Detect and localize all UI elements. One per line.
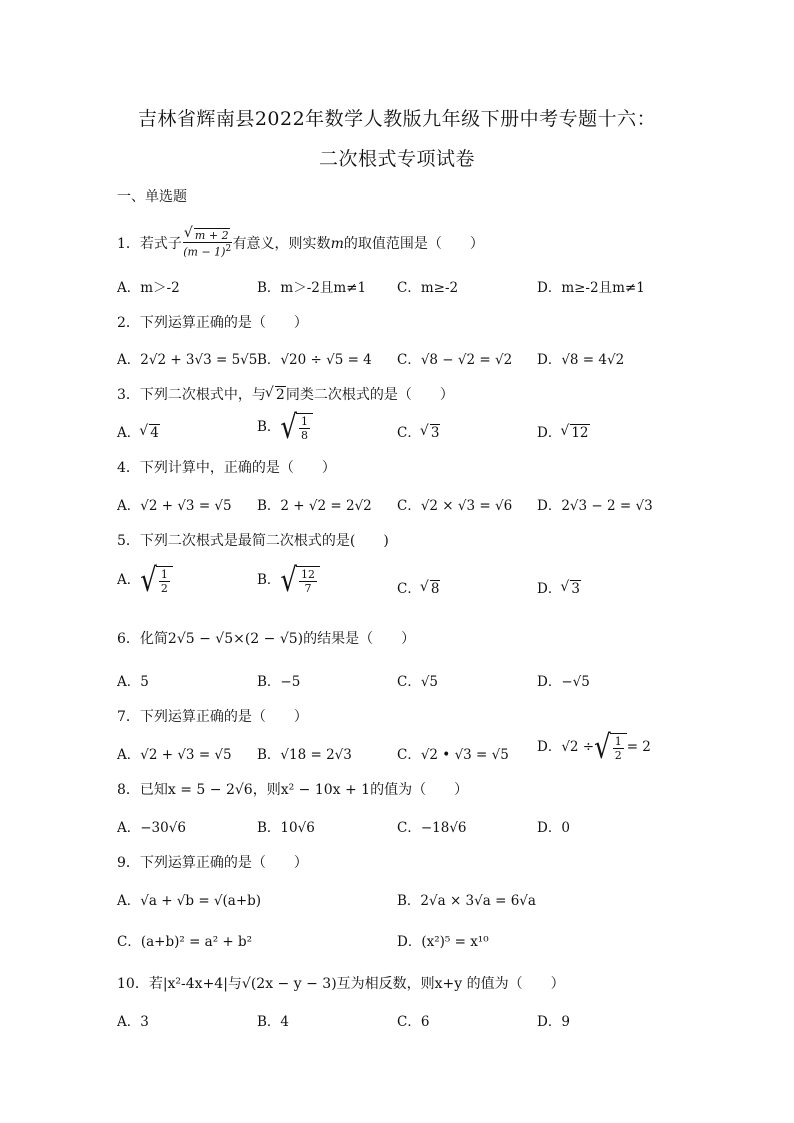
q5-a-label: A．: [117, 572, 141, 588]
q1-option-c[interactable]: C．m≥-2: [397, 280, 459, 296]
q3-option-d[interactable]: [537, 421, 590, 441]
q1-frac-denominator: (m − 1): [183, 245, 226, 259]
q5-option-d[interactable]: [537, 577, 581, 597]
q2-option-c[interactable]: C．√8 − √2 = √2: [397, 352, 513, 368]
q3-post: 同类二次根式的是（ ）: [285, 387, 454, 403]
q1-option-b[interactable]: B．m＞-2且m≠1: [257, 280, 367, 296]
q5-b-radical: √ $\frac{12}{7}$: [280, 566, 320, 595]
q3-radicand: 2: [275, 387, 285, 403]
q9-option-a[interactable]: A．√a + √b = √(a+b): [117, 893, 262, 909]
q1-radical: [185, 229, 230, 242]
q3-radical: [266, 387, 286, 403]
q3-a-label: A．: [117, 425, 141, 441]
q5-a-radical: √ $\frac{1}{2}$: [140, 566, 173, 595]
q1-option-d[interactable]: D．m≥-2且m≠1: [537, 280, 645, 296]
q9-option-c[interactable]: C．(a+b)² = a² + b²: [117, 934, 253, 950]
q7-d-radical: √ $\frac{1}{2}$: [594, 733, 627, 762]
q7-option-c[interactable]: C．√2 • √3 = √5: [397, 747, 509, 763]
q8-option-b[interactable]: B．10√6: [257, 820, 315, 836]
q3-c-radical: [421, 425, 441, 441]
q2-option-a[interactable]: A．2√2 + 3√3 = 5√5: [117, 352, 258, 368]
q8-option-c[interactable]: C．−18√6: [397, 820, 467, 836]
question-3-stem: [117, 384, 454, 404]
question-4-stem: 4．下列计算中，正确的是（ ）: [117, 460, 336, 476]
q5-a-denominator: 2: [160, 582, 168, 595]
q9-option-b[interactable]: B．2√a × 3√a = 6√a: [397, 893, 536, 909]
question-6-stem: 6．化简2√5 − √5×(2 − √5)的结果是（ ）: [117, 631, 416, 647]
q1-var: m: [330, 235, 344, 252]
q4-option-b[interactable]: B．2 + √2 = 2√2: [257, 498, 372, 514]
q2-option-d[interactable]: D．√8 = 4√2: [537, 352, 625, 368]
q6-option-c[interactable]: C．√5: [397, 674, 439, 690]
q5-d-radical: [561, 581, 581, 597]
q3-a-radicand: 4: [150, 425, 159, 441]
question-2-stem: 2．下列运算正确的是（ ）: [117, 315, 308, 331]
q10-option-d[interactable]: D．9: [537, 1014, 570, 1030]
q3-d-label: D．: [537, 425, 562, 441]
q3-b-numerator: 1: [301, 415, 308, 428]
q1-post: 的取值范围是（ ）: [343, 235, 484, 252]
question-5-stem: 5．下列二次根式是最简二次根式的是( ): [117, 533, 389, 549]
q7-option-d[interactable]: [537, 728, 651, 767]
q3-b-denominator: 8: [301, 429, 308, 442]
q1-fraction: [183, 229, 232, 259]
q5-option-a[interactable]: [117, 561, 173, 600]
title-line-2: 二次根式专项试卷: [318, 148, 475, 170]
q6-option-b[interactable]: B．−5: [257, 674, 301, 690]
q3-b-radical: √ $\frac{1}{8}$: [280, 413, 313, 442]
q6-option-d[interactable]: D．−√5: [537, 674, 590, 690]
section-heading: 一、单选题: [117, 189, 187, 205]
q7-d-label: D．: [537, 739, 562, 755]
q1-frac-numerator: m + 2: [194, 229, 229, 242]
question-7-stem: 7．下列运算正确的是（ ）: [117, 709, 308, 725]
q3-c-label: C．: [397, 425, 421, 441]
q10-option-a[interactable]: A．3: [117, 1014, 149, 1030]
q3-b-label: B．: [257, 419, 281, 435]
q6-option-a[interactable]: A．5: [117, 674, 149, 690]
q5-c-radicand: 8: [430, 581, 440, 597]
q5-d-radicand: 3: [571, 581, 580, 597]
q3-option-c[interactable]: [397, 421, 440, 441]
q1-mid: 有意义，则实数: [232, 235, 331, 252]
q5-b-label: B．: [257, 572, 281, 588]
q8-option-a[interactable]: A．−30√6: [117, 820, 186, 836]
q8-option-d[interactable]: D．0: [537, 820, 570, 836]
question-1-stem: [117, 229, 484, 259]
q4-option-d[interactable]: D．2√3 − 2 = √3: [537, 498, 653, 514]
q7-option-a[interactable]: A．√2 + √3 = √5: [117, 747, 232, 763]
q1-option-a[interactable]: A．m＞-2: [117, 280, 180, 296]
q3-a-radical: [140, 425, 160, 441]
q1-frac-exponent: 2: [225, 244, 232, 254]
question-10-stem: 10．若|x²-4x+4|与√(2x − y − 3)互为相反数，则x+y 的值为（ ）: [117, 976, 565, 992]
title-line-1: 吉林省辉南县2022年数学人教版九年级下册中考专题十六：: [137, 108, 657, 130]
q3-d-radicand: 12: [571, 425, 589, 441]
q5-b-numerator: 12: [301, 568, 315, 581]
q1-pre: 1．若式子: [117, 235, 182, 252]
q3-option-b[interactable]: [257, 408, 313, 447]
q3-c-radicand: 3: [430, 425, 440, 441]
question-9-stem: 9．下列运算正确的是（ ）: [117, 855, 308, 871]
q7-d-post: = 2: [626, 739, 651, 755]
q7-d-pre: √2 ÷: [561, 739, 595, 755]
q4-option-c[interactable]: C．√2 × √3 = √6: [397, 498, 513, 514]
question-8-stem: 8．已知x = 5 − 2√6，则x² − 10x + 1的值为（ ）: [117, 782, 469, 798]
q2-option-b[interactable]: B．√20 ÷ √5 = 4: [257, 352, 372, 368]
q10-option-c[interactable]: C．6: [397, 1014, 430, 1030]
q10-option-b[interactable]: B．4: [257, 1014, 290, 1030]
q5-b-denominator: 7: [304, 582, 312, 595]
q7-option-b[interactable]: B．√18 = 2√3: [257, 747, 352, 763]
q3-pre: 3．下列二次根式中，与: [117, 387, 266, 403]
q7-d-denominator: 2: [614, 749, 622, 762]
q5-option-b[interactable]: [257, 561, 320, 600]
q5-option-c[interactable]: [397, 577, 440, 597]
q5-d-label: D．: [537, 581, 562, 597]
q3-option-a[interactable]: [117, 421, 160, 441]
q5-c-radical: [421, 581, 441, 597]
q5-a-numerator: 1: [160, 568, 168, 581]
q9-option-d[interactable]: D．(x²)⁵ = x¹⁰: [397, 934, 489, 950]
q7-d-numerator: 1: [614, 735, 622, 748]
q5-c-label: C．: [397, 581, 421, 597]
q3-d-radical: [561, 425, 589, 441]
q4-option-a[interactable]: A．√2 + √3 = √5: [117, 498, 232, 514]
